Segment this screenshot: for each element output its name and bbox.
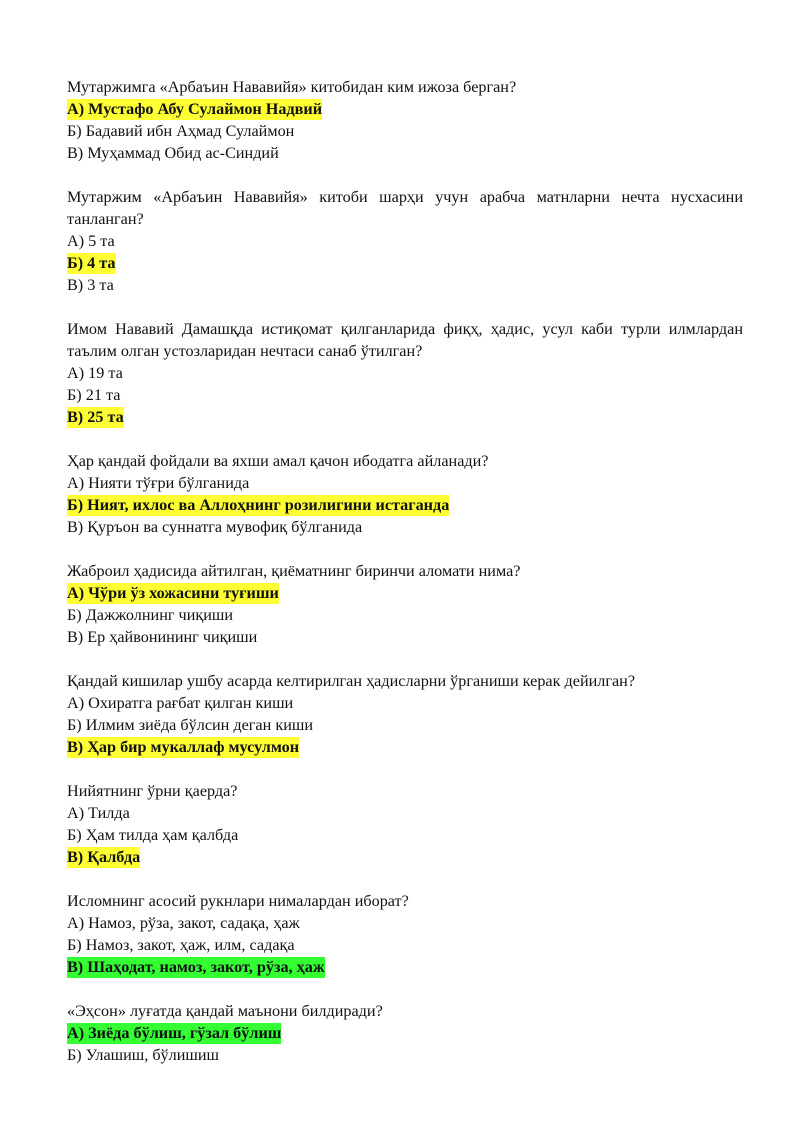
answer-option-correct: Б) Ният, ихлос ва Аллоҳнинг розилигини истаганда: [67, 496, 450, 514]
answer-option: Б) Илмим зиёда бўлсин деган киши: [67, 716, 313, 734]
question-block: [67, 318, 743, 428]
question-text: Имом Нававий Дамашқда истиқомат қилганларида фиқҳ, ҳадис, усул каби турли илмлардан таълим олган устозларидан нечтаси санаб ўтилган?: [67, 320, 743, 360]
question-text: Қандай кишилар ушбу асарда келтирилган ҳадисларни ўрганиши керак дейилган?: [67, 672, 636, 690]
answer-option-correct: В) Ҳар бир мукаллаф мусулмон: [67, 738, 300, 756]
question-text: Нийятнинг ўрни қаерда?: [67, 782, 238, 800]
question-block: [67, 780, 743, 868]
answer-option: А) 19 та: [67, 364, 123, 382]
question-block: [67, 450, 743, 538]
question-text: Жаброил ҳадисида айтилган, қиёматнинг биринчи аломати нима?: [67, 562, 521, 580]
answer-option-correct: А) Зиёда бўлиш, гўзал бўлиш: [67, 1024, 282, 1042]
answer-option: В) Муҳаммад Обид ас-Синдий: [67, 144, 279, 162]
answer-option: А) Намоз, рўза, закот, садақа, ҳаж: [67, 914, 300, 932]
question-text: Ҳар қандай фойдали ва яхши амал қачон ибодатга айланади?: [67, 452, 489, 470]
question-block: [67, 1000, 743, 1066]
question-block: [67, 670, 743, 758]
answer-option: В) Ер ҳайвонининг чиқиши: [67, 628, 258, 646]
answer-option: Б) Намоз, закот, ҳаж, илм, садақа: [67, 936, 295, 954]
question-text: «Эҳсон» луғатда қандай маънони билдиради?: [67, 1002, 383, 1020]
question-text: Мутаржимга «Арбаъин Нававийя» китобидан ким ижоза берган?: [67, 78, 517, 96]
answer-option: Б) Дажжолнинг чиқиши: [67, 606, 234, 624]
answer-option: Б) Ҳам тилда ҳам қалбда: [67, 826, 239, 844]
answer-option-correct: А) Чўри ўз хожасини туғиши: [67, 584, 279, 602]
answer-option-correct: Б) 4 та: [67, 254, 116, 272]
question-block: [67, 76, 743, 164]
answer-option: А) Нияти тўғри бўлганида: [67, 474, 250, 492]
answer-option: А) Тилда: [67, 804, 130, 822]
answer-option: Б) Бадавий ибн Аҳмад Сулаймон: [67, 122, 295, 140]
answer-option: А) Охиратга рағбат қилган киши: [67, 694, 294, 712]
question-block: [67, 560, 743, 648]
answer-option: Б) Улашиш, бўлишиш: [67, 1046, 219, 1064]
answer-option-correct: В) 25 та: [67, 408, 124, 426]
quiz-document: [67, 76, 743, 1088]
answer-option-correct: В) Шаҳодат, намоз, закот, рўза, ҳаж: [67, 958, 325, 976]
answer-option-correct: А) Мустафо Абу Сулаймон Надвий: [67, 100, 323, 118]
question-block: [67, 890, 743, 978]
answer-option: В) 3 та: [67, 276, 114, 294]
answer-option: А) 5 та: [67, 232, 115, 250]
answer-option-correct: В) Қалбда: [67, 848, 141, 866]
answer-option: Б) 21 та: [67, 386, 121, 404]
question-text: Мутаржим «Арбаъин Нававийя» китоби шарҳи учун арабча матнларни нечта нусхасини танланган?: [67, 188, 743, 228]
answer-option: В) Қуръон ва суннатга мувофиқ бўлганида: [67, 518, 363, 536]
question-text: Исломнинг асосий рукнлари нималардан иборат?: [67, 892, 409, 910]
question-block: [67, 186, 743, 296]
